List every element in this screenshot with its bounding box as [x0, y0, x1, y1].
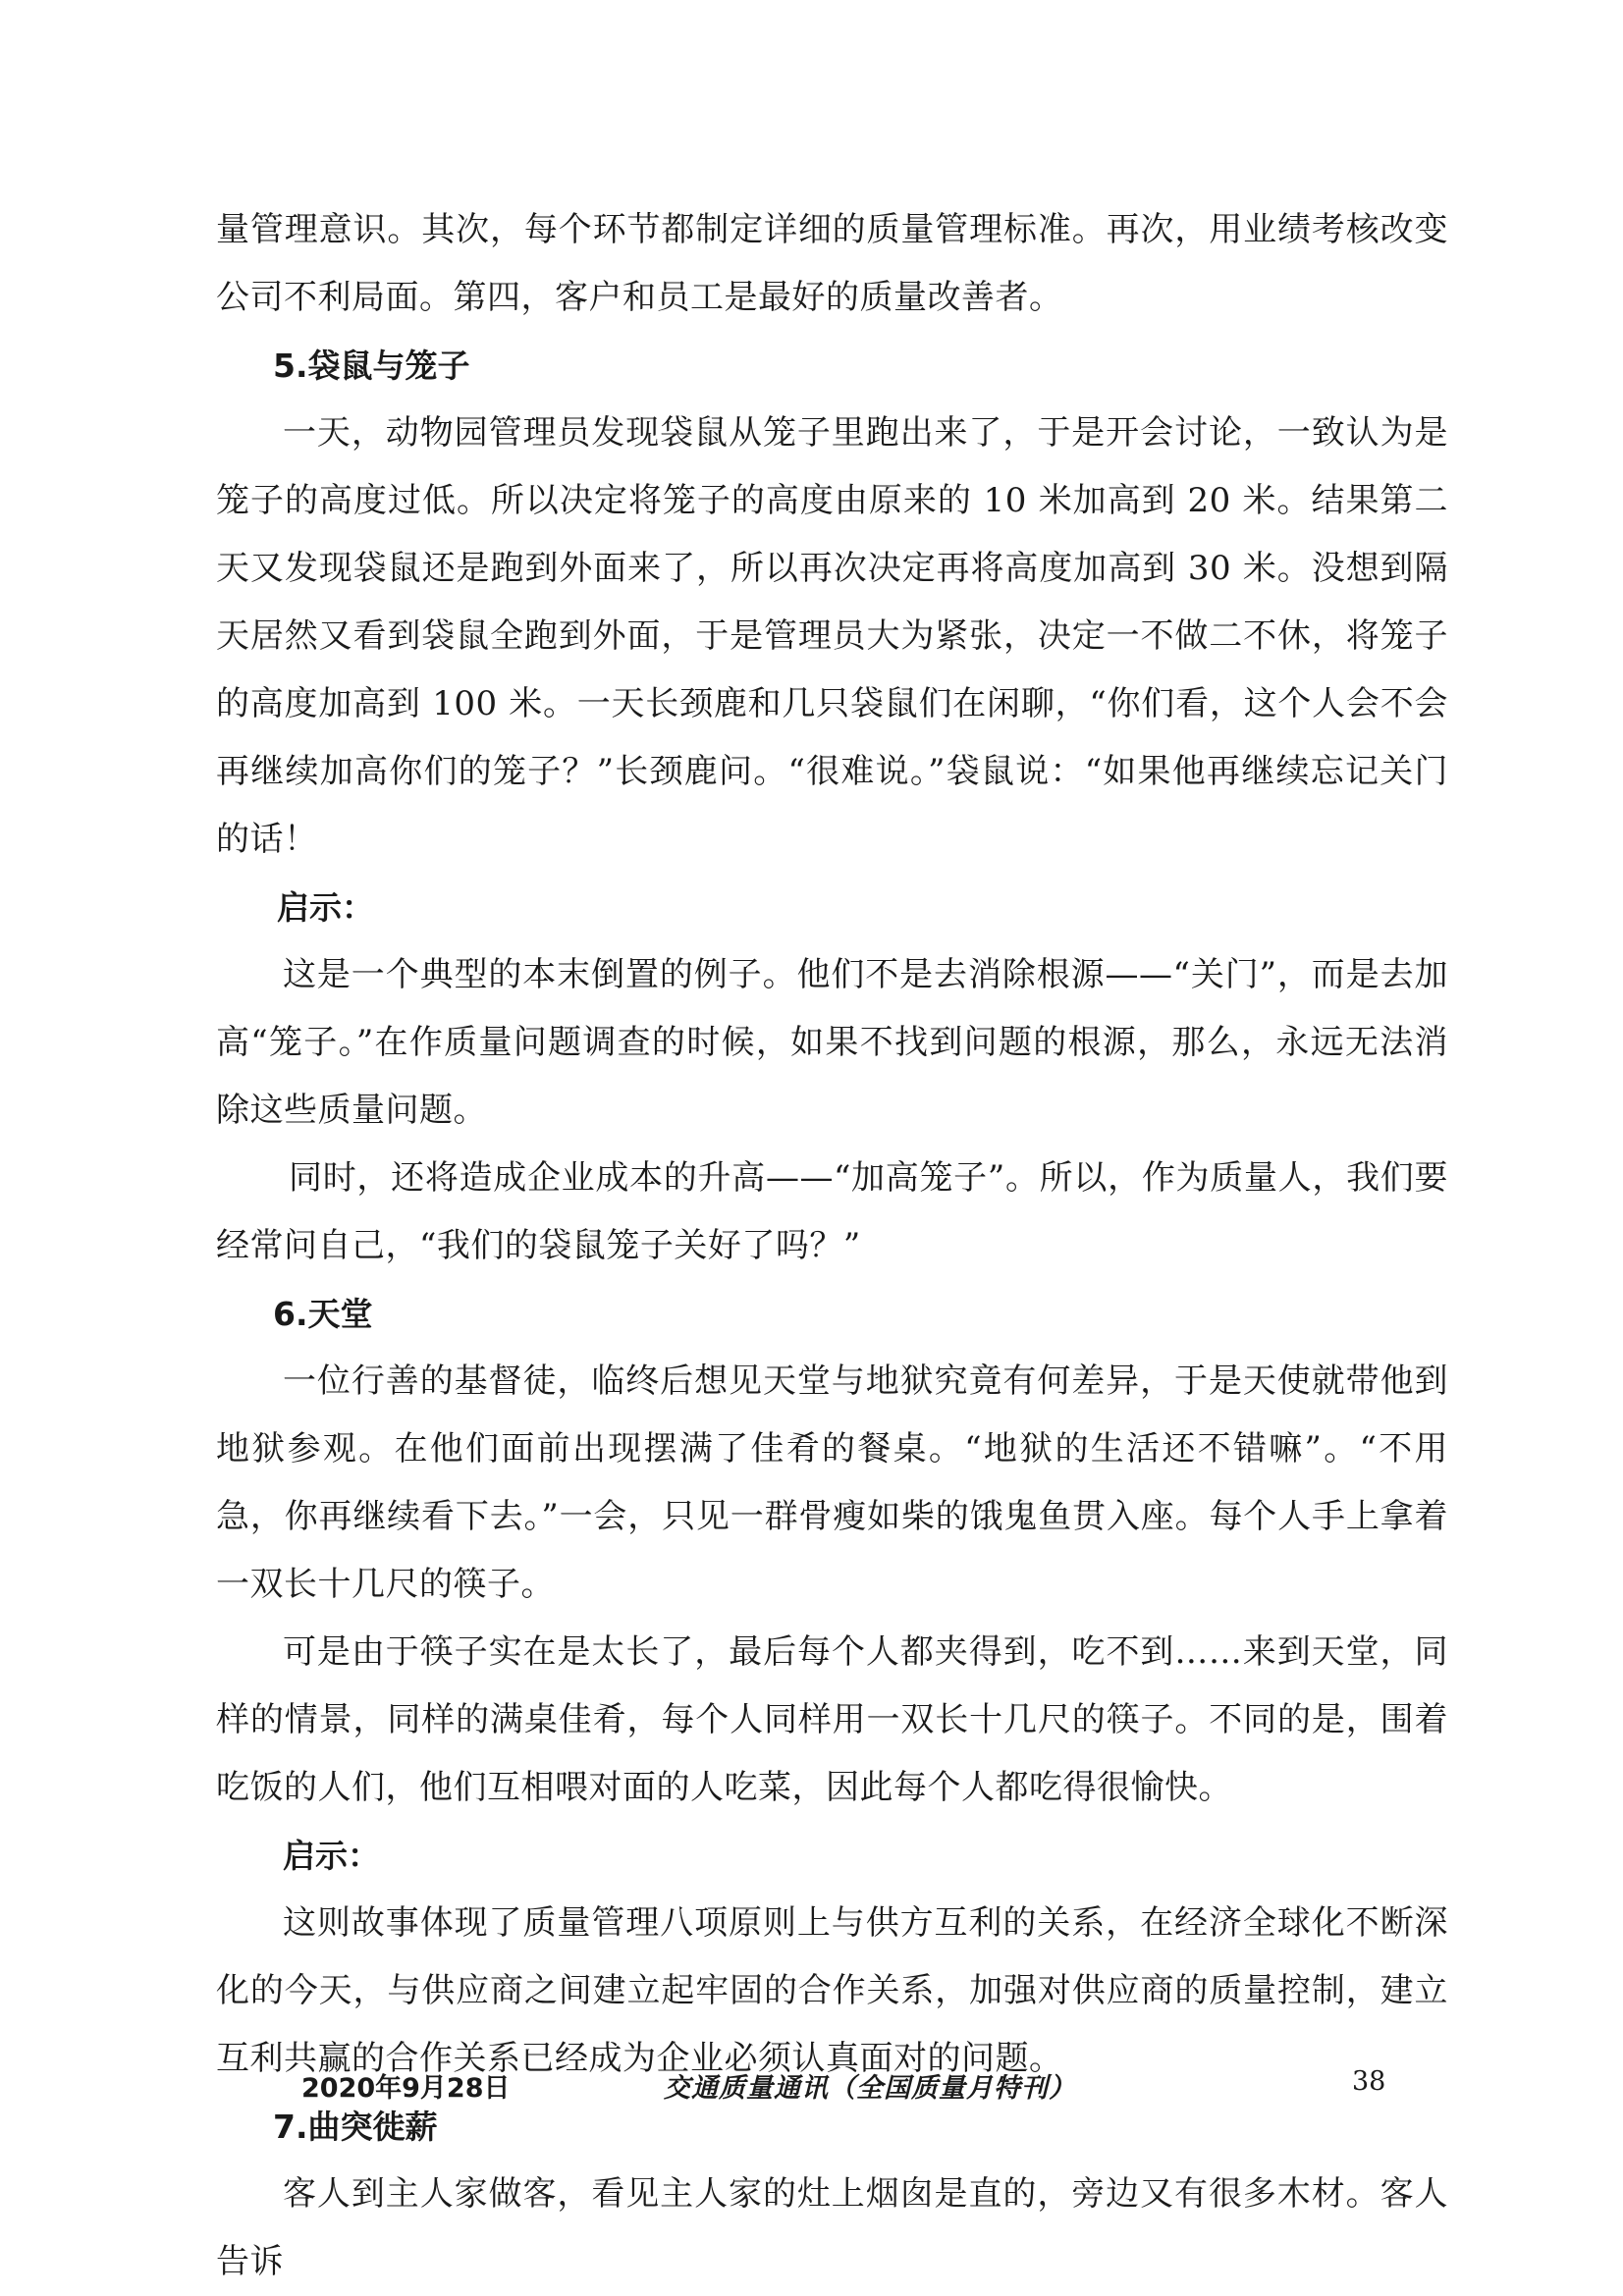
- section-heading-chimney: 7.曲突徙薪: [273, 2108, 438, 2146]
- article-body: [216, 196, 1448, 2296]
- insight-heading: 启示：: [283, 1837, 380, 1875]
- page-footer: [0, 2066, 1623, 2115]
- paragraph-kangaroo-story: 一天，动物园管理员发现袋鼠从笼子里跑出来了，于是开会讨论，一致认为是笼子的高度过低。所以决定将笼子的高度由原来的 10 米加高到 20 米。结果第二天又发现袋鼠还是跑到外面来了，所以再次决定再将高度加高到 30 米。没想到隔天居然又看到袋鼠全跑到外面，于是管理员大为紧张，决定一不做二不休，将笼子的高度加高到 100 米。一天长颈鹿和几只袋鼠们在闲聊，“你们看，这个人会不会再继续加高你们的笼子？”长颈鹿问。“很难说。”袋鼠说：“如果他再继续忘记关门的话！: [216, 413, 1448, 859]
- paragraph-heaven-story-2: 可是由于筷子实在是太长了，最后每个人都夹得到，吃不到……来到天堂，同样的情景，同样的满桌佳肴，每个人同样用一双长十几尺的筷子。不同的是，围着吃饭的人们，他们互相喂对面的人吃菜，因此每个人都吃得很愉快。: [216, 1632, 1448, 1807]
- paragraph-kangaroo-insight-2: 同时，还将造成企业成本的升高——“加高笼子”。所以，作为质量人，我们要经常问自己，“我们的袋鼠笼子关好了吗？”: [216, 1158, 1448, 1265]
- paragraph-heaven-insight: 这则故事体现了质量管理八项原则上与供方互利的关系，在经济全球化不断深化的今天，与供应商之间建立起牢固的合作关系，加强对供应商的质量控制，建立互利共赢的合作关系已经成为企业必须认真面对的问题。: [216, 1903, 1448, 2078]
- insight-heading: 启示：: [277, 888, 374, 927]
- page-number: 38: [1352, 2066, 1386, 2097]
- section-heading-kangaroo-cage: 5.袋鼠与笼子: [273, 347, 470, 385]
- paragraph-heaven-story: 一位行善的基督徒，临终后想见天堂与地狱究竟有何差异，于是天使就带他到地狱参观。在他们面前出现摆满了佳肴的餐桌。“地狱的生活还不错嘛”。“不用急，你再继续看下去。”一会，只见一群骨瘦如柴的饿鬼鱼贯入座。每个人手上拿着一双长十几尺的筷子。: [216, 1362, 1448, 1604]
- section-heading-heaven: 6.天堂: [273, 1295, 373, 1333]
- footer-date: 2020年9月28日: [301, 2073, 511, 2104]
- paragraph-chimney-story: 客人到主人家做客，看见主人家的灶上烟囱是直的，旁边又有很多木材。客人告诉: [216, 2174, 1448, 2281]
- paragraph-continued: 量管理意识。其次，每个环节都制定详细的质量管理标准。再次，用业绩考核改变公司不利局面。第四，客户和员工是最好的质量改善者。: [216, 210, 1448, 317]
- paragraph-kangaroo-insight: 这是一个典型的本末倒置的例子。他们不是去消除根源——“关门”，而是去加高“笼子。”在作质量问题调查的时候，如果不找到问题的根源，那么，永远无法消除这些质量问题。: [216, 955, 1448, 1130]
- footer-journal-title: 交通质量通讯（全国质量月特刊）: [664, 2073, 1076, 2104]
